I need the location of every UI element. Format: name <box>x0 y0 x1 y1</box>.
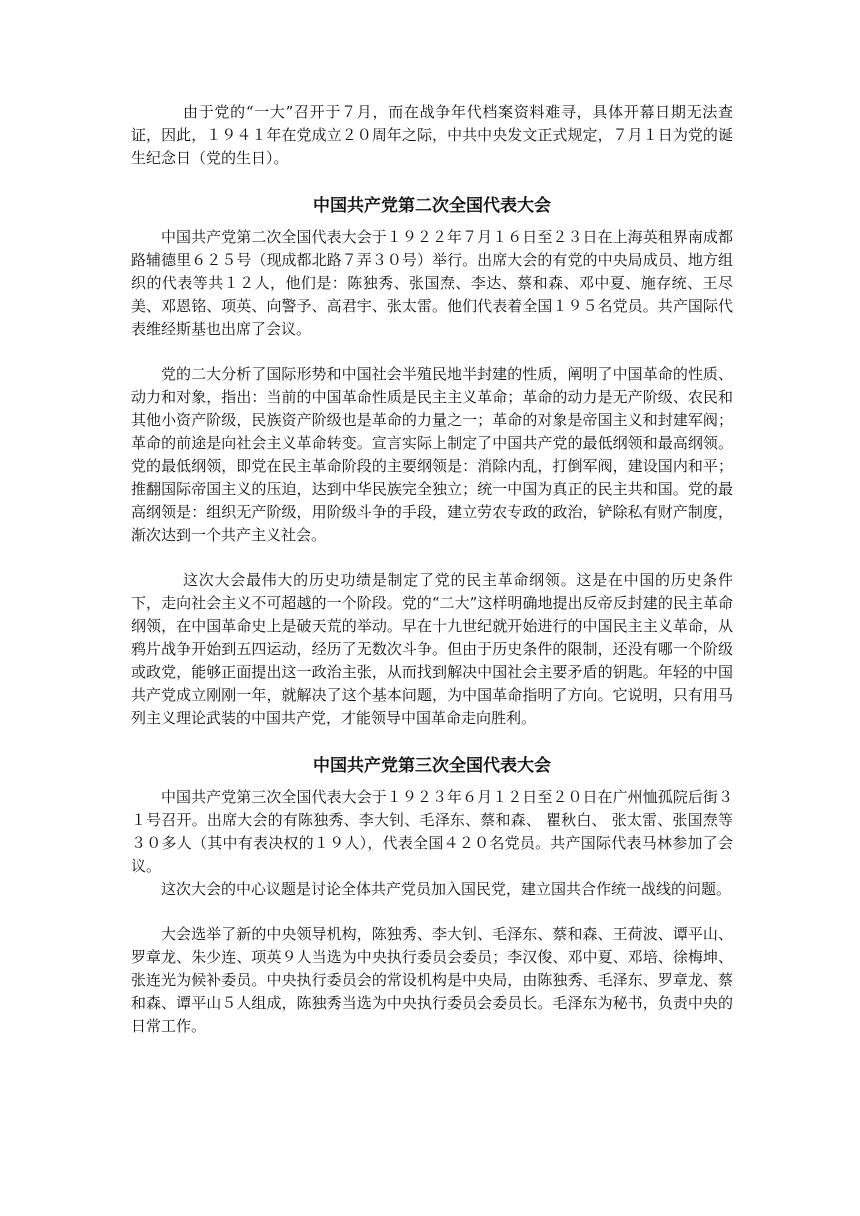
second-congress-paragraph-3: 这次大会最伟大的历史功绩是制定了党的民主革命纲领。这是在中国的历史条件下，走向社会主义不可超越的一个阶段。党的“二大”这样明确地提出反帝反封建的民主革命纲领，在中国革命史上是破天荒的举动。早在十九世纪就开始进行的中国民主主义革命，从鸦片战争开始到五四运动，经历了无数次斗争。但由于历史条件的限制，还没有哪一个阶级或政党，能够正面提出这一政治主张，从而找到解决中国社会主要矛盾的钥匙。年轻的中国共产党成立刚刚一年，就解决了这个基本问题，为中国革命指明了方向。它说明，只有用马列主义理论武装的中国共产党，才能领导中国革命走向胜利。 <box>131 571 733 727</box>
third-congress-paragraph-1: 中国共产党第三次全国代表大会于１９２３年６月１２日至２０日在广州恤孤院后街３１号召开。出席大会的有陈独秀、李大钊、毛泽东、蔡和森、 瞿秋白、 张太雷、张国焘等３０多人（其中有表决权的１９人），代表全国４２０名党员。共产国际代表马林参加了会议。 <box>131 788 733 875</box>
spacer <box>131 901 733 923</box>
third-congress-heading: 中国共产党第三次全国代表大会 <box>313 756 551 776</box>
document-page <box>131 101 733 1038</box>
third-congress-paragraph-3: 大会选举了新的中央领导机构，陈独秀、李大钊、毛泽东、蔡和森、王荷波、谭平山、罗章龙、朱少连、项英９人当选为中央执行委员会委员；李汉俊、邓中夏、邓培、徐梅坤、张连光为候补委员。中央执行委员会的常设机构是中央局，由陈独秀、毛泽东、罗章龙、蔡和森、谭平山５人组成，陈独秀当选为中央执行委员会委员长。毛泽东为秘书，负责中央的日常工作。 <box>131 925 733 1035</box>
second-congress-paragraph-2: 党的二大分析了国际形势和中国社会半殖民地半封建的性质，阐明了中国革命的性质、动力和对象，指出：当前的中国革命性质是民主主义革命；革命的动力是无产阶级、农民和其他小资产阶级，民族资产阶级也是革命的力量之一；革命的对象是帝国主义和封建军阀；革命的前途是向社会主义革命转变。宣言实际上制定了中国共产党的最低纲领和最高纲领。党的最低纲领，即党在民主革命阶段的主要纲领是：消除内乱，打倒军阀，建设国内和平；推翻国际帝国主义的压迫，达到中华民族完全独立；统一中国为真正的民主共和国。党的最高纲领是：组织无产阶级，用阶级斗争的手段，建立劳农专政的政治，铲除私有财产制度，渐次达到一个共产主义社会。 <box>131 365 733 544</box>
spacer <box>131 341 733 363</box>
spacer <box>131 778 733 786</box>
second-congress-paragraph-1: 中国共产党第二次全国代表大会于１９２２年７月１６日至２３日在上海英租界南成都路辅德里６２５号（现成都北路７弄３０号）举行。出席大会的有党的中央局成员、地方组织的代表等共１２人，他们是：陈独秀、张国焘、李达、蔡和森、邓中夏、施存统、王尽美、邓恩铭、项英、向警予、高君宇、张太雷。他们代表着全国１９５名党员。共产国际代表维经斯基也出席了会议。 <box>131 228 733 338</box>
intro-paragraph: 由于党的“一大”召开于７月，而在战争年代档案资料难寻，具体开幕日期无法查证，因此，１９４１年在党成立２０周年之际，中共中央发文正式规定，７月１日为党的诞生纪念日（党的生日）。 <box>131 103 733 167</box>
second-congress-heading: 中国共产党第二次全国代表大会 <box>313 196 551 216</box>
spacer <box>131 730 733 754</box>
spacer <box>131 170 733 194</box>
spacer <box>131 218 733 226</box>
third-congress-paragraph-2: 这次大会的中心议题是讨论全体共产党员加入国民党，建立国共合作统一战线的问题。 <box>161 880 732 898</box>
spacer <box>131 547 733 569</box>
